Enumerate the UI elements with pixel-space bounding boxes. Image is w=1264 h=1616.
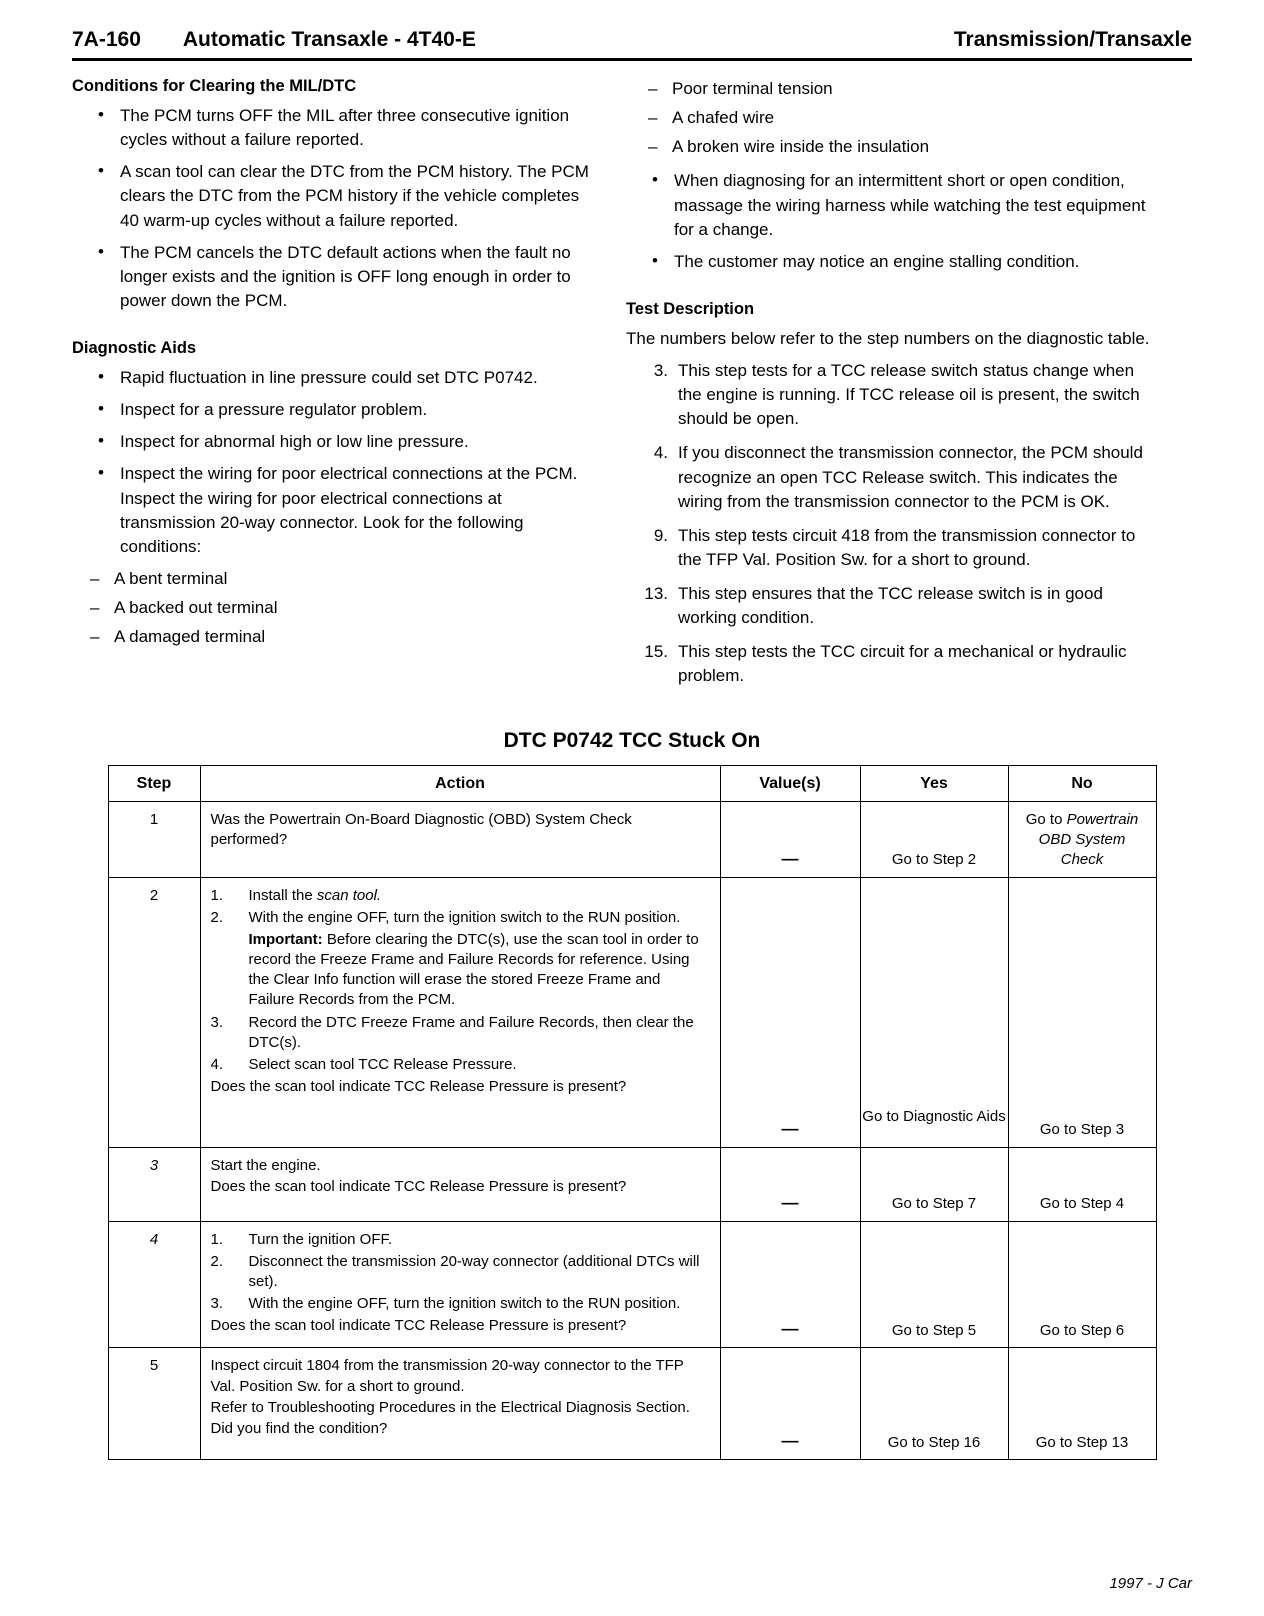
action-substep: [211, 1013, 710, 1053]
substep-number: 1.: [210, 886, 224, 904]
substep-text: Disconnect the transmission 20-way connector (additional DTCs will set).: [248, 1253, 700, 1291]
yes-text: Go to Diagnostic Aids: [862, 1108, 1006, 1126]
cell-step: 5: [108, 1348, 200, 1460]
step-number: 9.: [653, 525, 668, 545]
table-header-row: [108, 765, 1156, 801]
list-item: – A chafed wire: [626, 106, 1152, 130]
no-text: Go to Step 6: [1039, 1321, 1125, 1339]
action-substep: [211, 886, 710, 906]
cell-step: 3: [108, 1147, 200, 1221]
substep-number: 4.: [210, 1055, 224, 1073]
cell-value: [720, 877, 860, 1147]
no-line-4: Check: [1060, 850, 1104, 868]
table-row: [108, 1221, 1156, 1347]
list-item: [626, 640, 1152, 688]
substep-number: 2.: [210, 909, 224, 927]
table-row: [108, 1348, 1156, 1460]
left-column: [72, 77, 598, 699]
list-item: • The PCM turns OFF the MIL after three consecutive ignition cycles without a failure reported.: [72, 104, 598, 152]
clearing-conditions-list: [72, 104, 598, 313]
column-header-step: Step: [108, 765, 200, 801]
value-text: —: [781, 1319, 799, 1339]
substep-number: 2.: [210, 1253, 224, 1271]
cell-no: [1008, 801, 1156, 877]
terminal-conditions-list: [72, 567, 598, 649]
right-column: [626, 77, 1152, 699]
yes-text: Go to Step 7: [891, 1195, 977, 1213]
cell-action: [200, 1348, 720, 1460]
list-item: • The PCM cancels the DTC default actions when the fault no longer exists and the ignition is OFF long enough in order to power down the PCM.: [72, 241, 598, 313]
value-text: —: [781, 1431, 799, 1451]
page-footer: 1997 - J Car: [1109, 1575, 1192, 1592]
yes-text: Go to Step 16: [887, 1433, 981, 1451]
diagnostic-table-title: DTC P0742 TCC Stuck On: [503, 728, 761, 752]
value-text: —: [781, 848, 799, 868]
action-text: Start the engine.: [210, 1156, 321, 1174]
section-title: Transmission/Transaxle: [953, 28, 1192, 51]
diagnostic-aids-list: [72, 366, 598, 559]
substep-text: With the engine OFF, turn the ignition switch to the RUN position.: [248, 909, 681, 927]
list-item: • When diagnosing for an intermittent short or open condition, massage the wiring harness while watching the test equipment for a change.: [626, 169, 1152, 241]
step-text: This step ensures that the TCC release switch is in good working condition.: [678, 584, 1103, 628]
cell-yes: [860, 801, 1008, 877]
heading-diagnostic-aids: Diagnostic Aids: [72, 339, 197, 357]
important-label: Important:: [248, 931, 323, 949]
action-question: Does the scan tool indicate TCC Release Pressure is present?: [210, 1178, 627, 1196]
cell-yes: [860, 1348, 1008, 1460]
test-description-intro: The numbers below refer to the step numbers on the diagnostic table.: [626, 328, 1150, 348]
no-text: [1009, 810, 1156, 869]
list-item: • Inspect for a pressure regulator problem.: [72, 398, 598, 422]
list-item: – Poor terminal tension: [626, 77, 1152, 101]
substep-number: 3.: [210, 1295, 224, 1313]
substep-text: With the engine OFF, turn the ignition switch to the RUN position.: [248, 1295, 681, 1313]
value-text: —: [781, 1192, 799, 1212]
table-row: [108, 877, 1156, 1147]
cell-action: [200, 877, 720, 1147]
step-number: 13.: [644, 584, 668, 603]
action-reference: Refer to Troubleshooting Procedures in the Electrical Diagnosis Section.: [210, 1398, 690, 1416]
action-substep: [211, 1294, 710, 1314]
step-text: This step tests the TCC circuit for a mechanical or hydraulic problem.: [678, 642, 1127, 686]
column-header-no: No: [1008, 765, 1156, 801]
cell-no: [1008, 1348, 1156, 1460]
action-substep: [211, 908, 710, 928]
cell-yes: [860, 877, 1008, 1147]
test-description-steps: [626, 359, 1152, 689]
table-row: [108, 1147, 1156, 1221]
list-item: – A backed out terminal: [72, 596, 598, 620]
list-item: – A bent terminal: [72, 567, 598, 591]
action-text: Inspect circuit 1804 from the transmission 20-way connector to the TFP Val. Position Sw. for a short to ground.: [210, 1357, 684, 1395]
action-substeps: [211, 1230, 710, 1314]
substep-text-italic: scan tool.: [316, 886, 382, 904]
cell-yes: [860, 1147, 1008, 1221]
no-line-2: Powertrain: [1066, 810, 1139, 828]
cell-value: [720, 1221, 860, 1347]
header-left: [72, 28, 476, 52]
value-text: —: [781, 1118, 799, 1138]
yes-text: Go to Step 5: [891, 1321, 977, 1339]
no-text: Go to Step 4: [1039, 1195, 1125, 1213]
action-substep: [211, 1230, 710, 1250]
substep-number: 1.: [210, 1230, 224, 1248]
list-item: • Inspect for abnormal high or low line pressure.: [72, 430, 598, 454]
substep-text: Install the: [248, 886, 317, 904]
important-text: Before clearing the DTC(s), use the scan tool in order to record the Freeze Frame and Failure Records for reference. Using the Clear Info function will erase the stored Freeze Frame and Failure Records from the PCM.: [248, 931, 699, 1009]
step-number: 4.: [653, 443, 668, 463]
substep-number: 3.: [210, 1013, 224, 1031]
action-question: Does the scan tool indicate TCC Release Pressure is present?: [210, 1077, 627, 1095]
column-header-values: Value(s): [720, 765, 860, 801]
action-text: Was the Powertrain On-Board Diagnostic (OBD) System Check performed?: [210, 810, 632, 849]
cell-step: 2: [108, 877, 200, 1147]
list-item: • The customer may notice an engine stalling condition.: [626, 250, 1152, 274]
substep-text: Record the DTC Freeze Frame and Failure Records, then clear the DTC(s).: [248, 1013, 694, 1051]
diagnostic-table: [108, 765, 1157, 1461]
column-header-action: Action: [200, 765, 720, 801]
list-item: [626, 582, 1152, 630]
header-divider: [72, 58, 1192, 61]
list-item: – A damaged terminal: [72, 625, 598, 649]
heading-clearing-conditions: Conditions for Clearing the MIL/DTC: [72, 77, 357, 95]
no-text: Go to Step 3: [1039, 1121, 1125, 1139]
page-title: Automatic Transaxle - 4T40-E: [182, 28, 476, 51]
list-item: • Inspect the wiring for poor electrical connections at the PCM. Inspect the wiring for poor electrical connections at transmission 20-way connector. Look for the following conditions:: [72, 462, 598, 559]
step-number: 15.: [644, 642, 668, 662]
substep-text: Turn the ignition OFF.: [248, 1230, 393, 1248]
table-row: [108, 801, 1156, 877]
list-item: • Rapid fluctuation in line pressure could set DTC P0742.: [72, 366, 598, 390]
cell-no: [1008, 1221, 1156, 1347]
cell-no: [1008, 1147, 1156, 1221]
list-item: [626, 524, 1152, 572]
list-item: [626, 441, 1152, 513]
no-line-3: OBD System: [1038, 830, 1126, 848]
cell-action: [200, 801, 720, 877]
action-substeps-cont: [211, 1013, 710, 1075]
step-text: If you disconnect the transmission connector, the PCM should recognize an open TCC Release switch. This indicates the wiring from the transmission connector to the PCM is OK.: [678, 443, 1143, 511]
action-question: Does the scan tool indicate TCC Release Pressure is present?: [210, 1317, 627, 1335]
list-item: – A broken wire inside the insulation: [626, 135, 1152, 159]
two-column-body: [72, 77, 1192, 699]
step-text: This step tests for a TCC release switch status change when the engine is running. If TCC release oil is present, the switch should be open.: [678, 361, 1140, 429]
action-substep: [211, 1252, 710, 1292]
diagnostic-aids-continued-list: [626, 169, 1152, 274]
column-header-yes: Yes: [860, 765, 1008, 801]
action-important: [211, 930, 710, 1010]
page-number: 7A-160: [72, 28, 141, 51]
heading-test-description: Test Description: [626, 299, 755, 318]
action-substeps: [211, 886, 710, 928]
cell-value: [720, 1348, 860, 1460]
action-question: Did you find the condition?: [210, 1419, 388, 1437]
no-line-1: Go to: [1025, 810, 1067, 828]
no-text: Go to Step 13: [1035, 1433, 1129, 1451]
cell-step: 4: [108, 1221, 200, 1347]
cell-action: [200, 1221, 720, 1347]
cell-value: [720, 801, 860, 877]
step-number: 3.: [653, 361, 668, 380]
cell-value: [720, 1147, 860, 1221]
wire-conditions-list: [626, 77, 1152, 159]
substep-text: Select scan tool TCC Release Pressure.: [248, 1055, 517, 1073]
cell-yes: [860, 1221, 1008, 1347]
cell-no: [1008, 877, 1156, 1147]
cell-step: 1: [108, 801, 200, 877]
list-item: • A scan tool can clear the DTC from the PCM history. The PCM clears the DTC from the PCM history if the vehicle completes 40 warm-up cycles without a failure reported.: [72, 160, 598, 232]
cell-action: [200, 1147, 720, 1221]
step-text: This step tests circuit 418 from the transmission connector to the TFP Val. Position Sw. for a short to ground.: [678, 525, 1136, 569]
yes-text: Go to Step 2: [891, 851, 977, 869]
list-item: [626, 359, 1152, 431]
page-header: [72, 28, 1192, 58]
action-substep: [211, 1055, 710, 1075]
